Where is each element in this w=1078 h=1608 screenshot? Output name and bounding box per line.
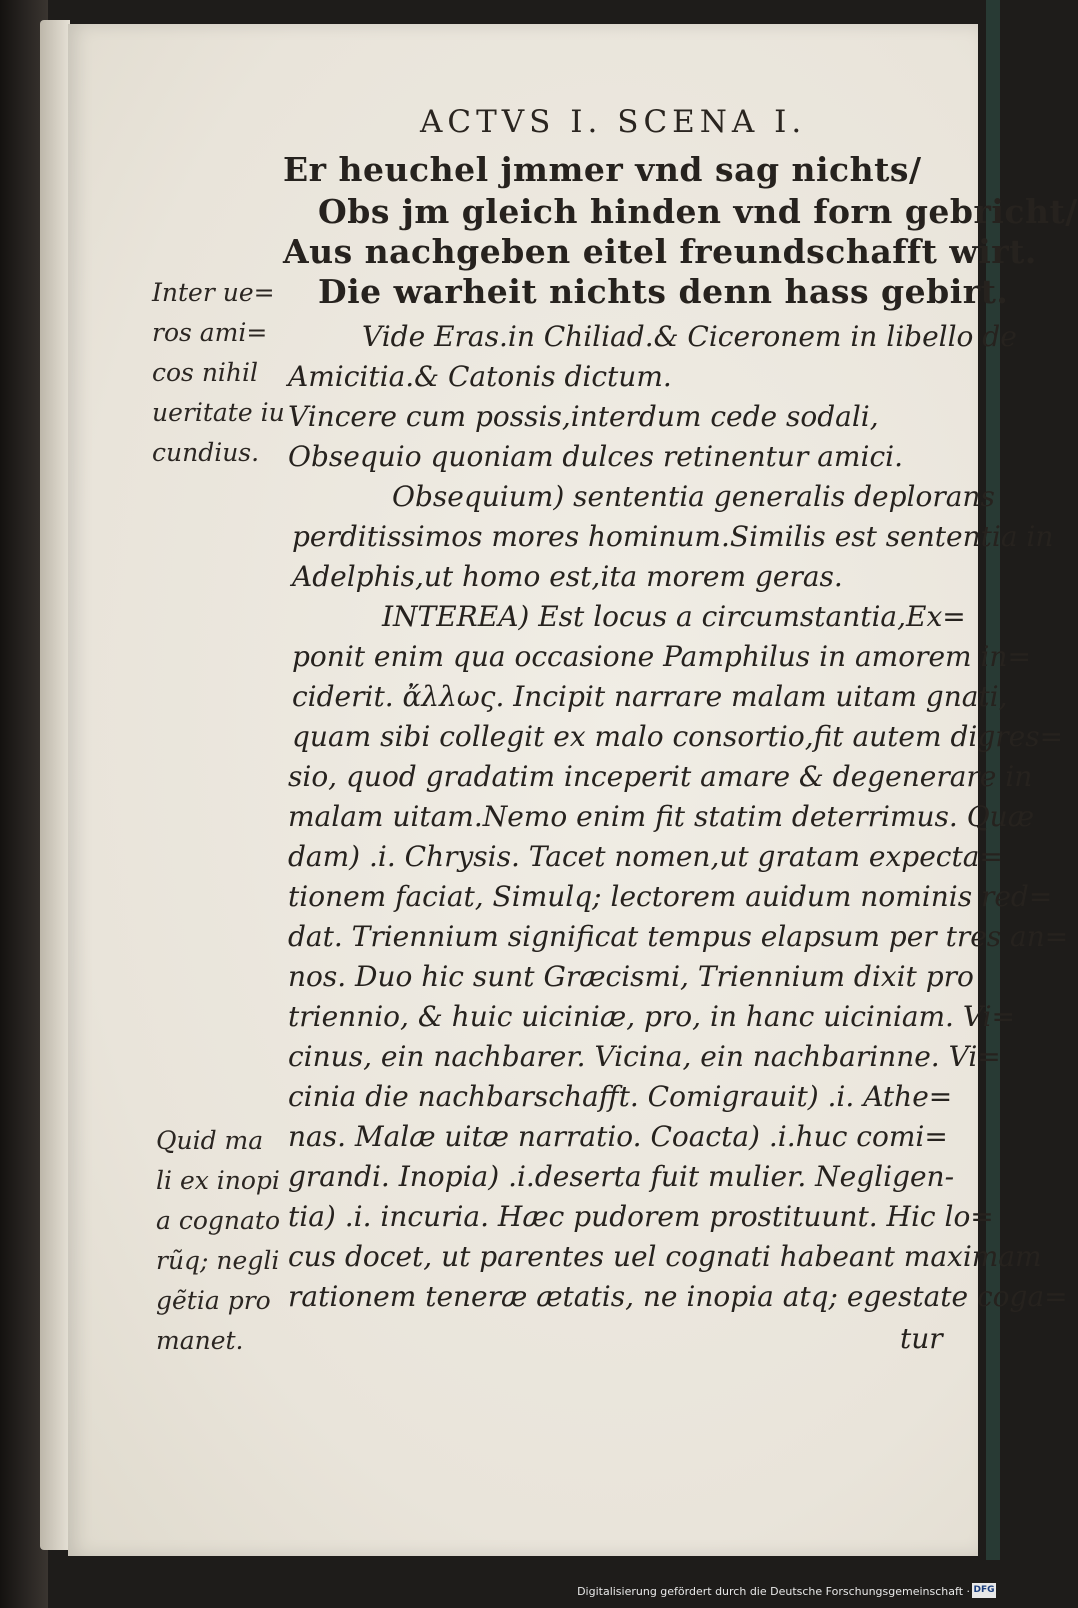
body-line: grandi. Inopia) .i.deserta fuit mulier. Negligen-: [288, 1160, 955, 1193]
body-line: Amicitia.& Catonis dictum.: [288, 360, 672, 393]
body-line: dam) .i. Chrysis. Tacet nomen,ut gratam expecta=: [288, 840, 1003, 873]
margin-note-line: gẽtia pro: [156, 1286, 271, 1315]
body-line: Adelphis,ut homo est,ita morem geras.: [292, 560, 843, 593]
body-line: Obsequio quoniam dulces retinentur amici.: [288, 440, 903, 473]
page-edge: [40, 20, 70, 1550]
margin-note-line: ueritate iu: [152, 398, 285, 427]
margin-note-line: cundius.: [152, 438, 260, 467]
body-line: dat. Triennium significat tempus elapsum per tres an=: [288, 920, 1069, 953]
body-line: cinus, ein nachbarer. Vicina, ein nachbarinne. Vi=: [288, 1040, 1001, 1073]
verse-line: Obs jm gleich hinden vnd forn gebricht/: [318, 192, 1078, 231]
body-line: rationem teneræ ætatis, ne inopia atq; egestate coga=: [288, 1280, 1068, 1313]
body-line: tia) .i. incuria. Hæc pudorem prostituunt. Hic lo=: [288, 1200, 994, 1233]
margin-note-line: li ex inopi: [156, 1166, 280, 1195]
body-line: nos. Duo hic sunt Græcismi, Triennium dixit pro: [288, 960, 974, 993]
body-line: ciderit. ἄλλως. Incipit narrare malam uitam gnati,: [292, 680, 1008, 713]
body-line: perditissimos mores hominum.Similis est sententia in: [292, 520, 1054, 553]
margin-note-line: a cognato: [156, 1206, 281, 1235]
digitization-credit: Digitalisierung gefördert durch die Deutsche Forschungsgemeinschaft ·: [577, 1585, 970, 1598]
body-line: Vide Eras.in Chiliad.& Ciceronem in libello de: [362, 320, 1017, 353]
verse-line: Die warheit nichts denn hass gebirt.: [318, 272, 1009, 311]
dfg-logo: DFG: [972, 1583, 996, 1598]
body-line: sio, quod gradatim inceperit amare & degenerare in: [288, 760, 1033, 793]
margin-note-line: rũq; negli: [156, 1246, 280, 1275]
margin-note-line: manet.: [156, 1326, 244, 1355]
margin-note-line: Quid ma: [156, 1126, 264, 1155]
margin-note-line: Inter ue=: [152, 278, 275, 307]
body-line: malam uitam.Nemo enim fit statim deterrimus. Quæ: [288, 800, 1035, 833]
margin-note-line: cos nihil: [152, 358, 259, 387]
body-line: cus docet, ut parentes uel cognati habeant maximam: [288, 1240, 1042, 1273]
verse-line: Aus nachgeben eitel freundschafft wirt.: [283, 232, 1037, 271]
body-line: triennio, & huic uiciniæ, pro, in hanc uiciniam. Vi=: [288, 1000, 1016, 1033]
body-line: Obsequium) sententia generalis deplorans: [392, 480, 995, 513]
body-line: tionem faciat, Simulq; lectorem auidum nominis red=: [288, 880, 1053, 913]
verse-line: Er heuchel jmmer vnd sag nichts/: [283, 150, 922, 189]
body-line: Vincere cum possis,interdum cede sodali,: [288, 400, 879, 433]
running-head: ACTVS I. SCENA I.: [420, 104, 807, 140]
body-line: INTEREA) Est locus a circumstantia,Ex=: [382, 600, 966, 633]
body-line: ponit enim qua occasione Pamphilus in amorem in=: [292, 640, 1031, 673]
catchword: tur: [900, 1322, 943, 1355]
body-line: quam sibi collegit ex malo consortio,fit autem digres=: [292, 720, 1064, 753]
body-line: nas. Malæ uitæ narratio. Coacta) .i.huc comi=: [288, 1120, 948, 1153]
body-line: cinia die nachbarschafft. Comigrauit) .i. Athe=: [288, 1080, 953, 1113]
margin-note-line: ros ami=: [152, 318, 268, 347]
